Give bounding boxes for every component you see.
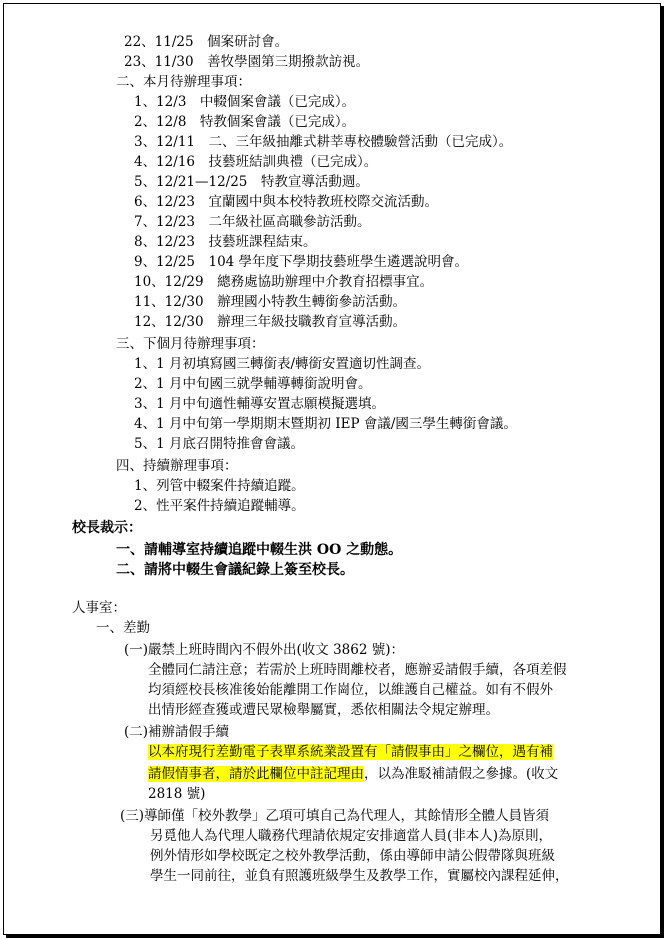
list-item: 1、12/3 中輟個案會議（已完成）。 [134,94,356,110]
subsection-heading: 一、差勤 [96,620,150,636]
list-item: 2、性平案件持續追蹤輔導。 [134,498,305,514]
list-item: 5、12/21—12/25 特教宣導活動週。 [134,174,369,190]
paragraph-line: 全體同仁請注意；若需於上班時間離校者，應辦妥請假手續，各項差假 [148,662,567,678]
list-item: 2、12/8 特教個案會議（已完成）。 [134,114,356,130]
section-heading: 四、持續辦理事項： [116,458,238,474]
highlighted-line [148,742,553,762]
list-item: 2、1 月中旬國三就學輔導轉銜說明會。 [134,376,372,392]
list-item: 4、1 月中旬第一學期期末暨期初 IEP 會議/國三學生轉銜會議。 [134,416,517,432]
list-item: 8、12/23 技藝班課程結束。 [134,234,317,250]
list-item: 9、12/25 104 學年度下學期技藝班學生遴選說明會。 [134,254,469,270]
item-title: (一)嚴禁上班時間內不假外出(收文 3862 號)： [124,642,405,658]
section-heading: 二、本月待辦理事項： [116,74,251,90]
principal-directive: 一、請輔導室持續追蹤中輟生洪 OO 之動態。 [116,542,403,558]
list-item: 1、列管中輟案件持續追蹤。 [134,478,305,494]
list-item: 6、12/23 宜蘭國中與本校特教班校際交流活動。 [134,194,438,210]
list-item: 4、12/16 技藝班結訓典禮（已完成）。 [134,154,378,170]
highlighted-line [148,764,558,784]
item-title: (二)補辦請假手續 [124,724,230,740]
paragraph-line: 2818 號) [148,786,206,802]
list-item: 3、1 月中旬適性輔導安置志願模擬選填。 [134,396,385,412]
section-heading: 三、下個月待辦理事項： [116,336,265,352]
personnel-heading: 人事室： [72,600,126,616]
highlight-text: 請假情事者，請於此欄位中註記理由 [148,766,364,782]
paragraph-line: 均須經校長核准後始能離開工作崗位，以維護自己權益。如有不假外 [148,682,553,698]
plain-text: ，以為准駁補請假之參據。(收文 [364,766,559,782]
item-title: (三)導師僅「校外教學」乙項可填自己為代理人，其餘情形全體人員皆須 [120,808,550,824]
list-item: 7、12/23 二年級社區高職參訪活動。 [134,214,371,230]
paragraph-line: 出情形經查獲或遭民眾檢舉屬實，悉依相關法令規定辦理。 [148,702,499,718]
list-item: 5、1 月底召開特推會會議。 [134,436,304,452]
list-item: 11、12/30 辦理國小特教生轉銜參訪活動。 [134,294,407,310]
paragraph-line: 另覓他人為代理人職務代理請依規定安排適當人員(非本人)為原則， [150,828,553,844]
paragraph-line: 例外情形如學校既定之校外教學活動，係由導師申請公假帶隊與班級 [150,848,555,864]
list-item: 22、11/25 個案研討會。 [124,34,289,50]
list-item: 23、11/30 善牧學園第三期撥款訪視。 [124,54,370,70]
highlight-text: 以本府現行差勤電子表單系統業設置有「請假事由」之欄位，遇有補 [148,744,553,760]
principal-directive: 二、請將中輟生會議紀錄上簽至校長。 [116,562,354,578]
principal-heading: 校長裁示： [72,520,142,536]
list-item: 3、12/11 二、三年級抽離式耕莘專校體驗營活動（已完成）。 [134,134,513,150]
list-item: 1、1 月初填寫國三轉銜表/轉銜安置適切性調查。 [134,356,431,372]
list-item: 10、12/29 總務處協助辦理中介教育招標事宜。 [134,274,434,290]
paragraph-line: 學生一同前往，並負有照護班級學生及教學工作，實屬校內課程延伸， [150,868,569,884]
list-item: 12、12/30 辦理三年級技職教育宣導活動。 [134,314,407,330]
